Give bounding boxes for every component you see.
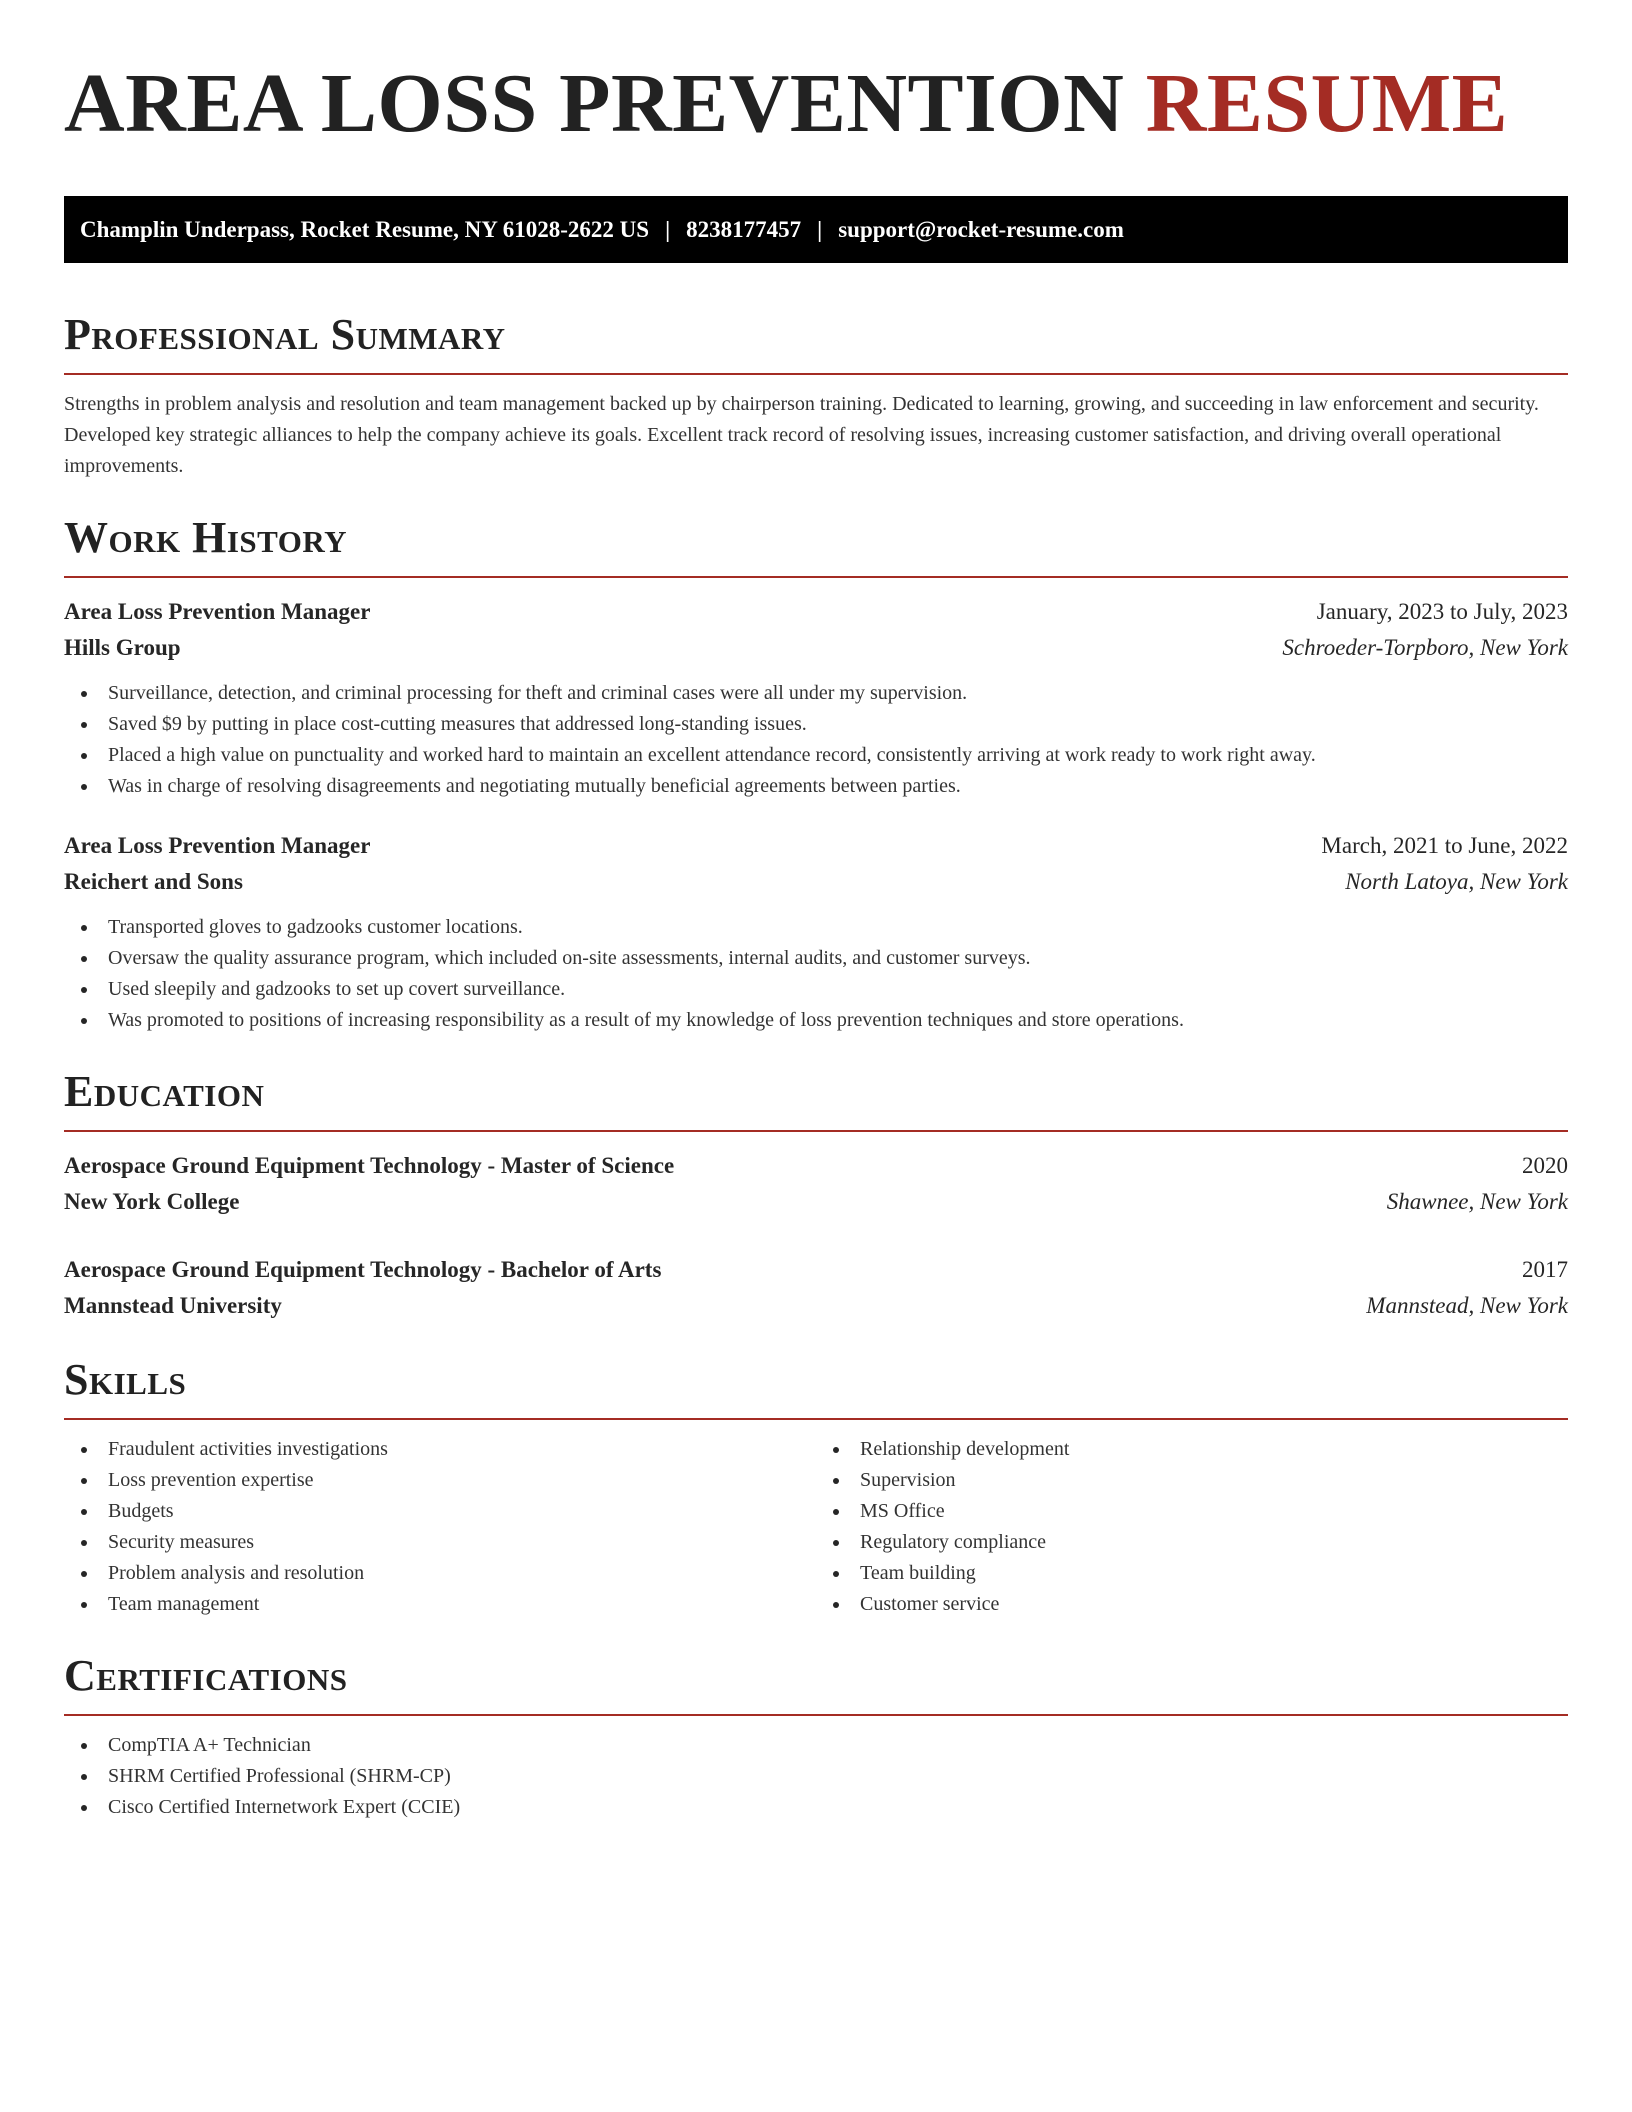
skill-item: Customer service xyxy=(816,1589,1568,1620)
skill-item: Fraudulent activities investigations xyxy=(64,1434,816,1465)
section-heading-education: Education xyxy=(64,1067,265,1116)
job-title: Area Loss Prevention Manager xyxy=(64,599,371,624)
title-main: AREA LOSS PREVENTION xyxy=(64,57,1125,150)
job-company-row xyxy=(64,630,1568,666)
education-header-row xyxy=(64,1252,1568,1288)
certifications-list xyxy=(64,1730,1568,1823)
job-title: Area Loss Prevention Manager xyxy=(64,833,371,858)
job-bullet: Was in charge of resolving disagreements and negotiating mutually beneficial agreements between parties. xyxy=(64,771,1568,802)
section-divider xyxy=(64,373,1568,375)
certification-item: Cisco Certified Internetwork Expert (CCIE) xyxy=(64,1792,1568,1823)
education-entry xyxy=(64,1252,1568,1324)
job-bullet-list xyxy=(64,912,1568,1036)
skill-item: Team building xyxy=(816,1558,1568,1589)
work-history-section xyxy=(64,510,1568,1036)
education-entry xyxy=(64,1148,1568,1220)
education-location: Mannstead, New York xyxy=(1366,1293,1568,1318)
summary-section xyxy=(64,307,1568,482)
job-bullet: Was promoted to positions of increasing responsibility as a result of my knowledge of loss prevention techniques and store operations. xyxy=(64,1005,1568,1036)
skill-item: Problem analysis and resolution xyxy=(64,1558,816,1589)
job-company-row xyxy=(64,864,1568,900)
skills-grid xyxy=(64,1434,1568,1620)
education-school: Mannstead University xyxy=(64,1293,282,1318)
job-dates: March, 2021 to June, 2022 xyxy=(1321,833,1568,858)
education-degree: Aerospace Ground Equipment Technology - Bachelor of Arts xyxy=(64,1257,662,1282)
section-heading-summary: Professional Summary xyxy=(64,310,506,359)
education-section xyxy=(64,1064,1568,1324)
job-bullet: Used sleepily and gadzooks to set up covert surveillance. xyxy=(64,974,1568,1005)
education-school-row xyxy=(64,1184,1568,1220)
job-bullet-list xyxy=(64,678,1568,802)
summary-text: Strengths in problem analysis and resolution and team management backed up by chairperson training. Dedicated to learning, growing, and succeeding in law enforcement and security. Developed key strategic alliances to help the company achieve its goals. Excellent track record of resolving issues, increasing customer satisfaction, and driving overall operational improvements. xyxy=(64,393,1539,477)
resume-title xyxy=(64,54,1568,154)
section-divider xyxy=(64,1418,1568,1420)
job-header-row xyxy=(64,828,1568,864)
job-bullet: Placed a high value on punctuality and worked hard to maintain an excellent attendance record, consistently arriving at work ready to work right away. xyxy=(64,740,1568,771)
job-company: Reichert and Sons xyxy=(64,869,243,894)
certification-item: SHRM Certified Professional (SHRM-CP) xyxy=(64,1761,1568,1792)
skill-item: Loss prevention expertise xyxy=(64,1465,816,1496)
skill-item: Relationship development xyxy=(816,1434,1568,1465)
skill-item: Budgets xyxy=(64,1496,816,1527)
certifications-section xyxy=(64,1648,1568,1823)
skill-item: MS Office xyxy=(816,1496,1568,1527)
contact-bar xyxy=(64,196,1568,263)
job-bullet: Oversaw the quality assurance program, which included on-site assessments, internal audits, and customer surveys. xyxy=(64,943,1568,974)
education-degree: Aerospace Ground Equipment Technology - Master of Science xyxy=(64,1153,675,1178)
education-year: 2020 xyxy=(1522,1153,1568,1178)
skill-item: Regulatory compliance xyxy=(816,1527,1568,1558)
title-accent: RESUME xyxy=(1145,57,1509,150)
skill-item: Supervision xyxy=(816,1465,1568,1496)
job-location: Schroeder-Torpboro, New York xyxy=(1282,635,1568,660)
education-location: Shawnee, New York xyxy=(1386,1189,1568,1214)
section-divider xyxy=(64,576,1568,578)
certification-item: CompTIA A+ Technician xyxy=(64,1730,1568,1761)
section-heading-skills: Skills xyxy=(64,1355,187,1404)
education-header-row xyxy=(64,1148,1568,1184)
job-bullet: Saved $9 by putting in place cost-cutting measures that addressed long-standing issues. xyxy=(64,709,1568,740)
section-heading-certifications: Certifications xyxy=(64,1651,348,1700)
contact-phone: 8238177457 xyxy=(686,216,802,242)
contact-separator: | xyxy=(817,216,823,242)
section-heading-work-history: Work History xyxy=(64,513,348,562)
contact-address: Champlin Underpass, Rocket Resume, NY 61028-2622 US xyxy=(80,216,650,242)
contact-email: support@rocket-resume.com xyxy=(838,216,1124,242)
skills-list-right xyxy=(816,1434,1568,1620)
job-company: Hills Group xyxy=(64,635,181,660)
section-divider xyxy=(64,1714,1568,1716)
skills-list-left xyxy=(64,1434,816,1620)
skills-section xyxy=(64,1352,1568,1620)
job-bullet: Transported gloves to gadzooks customer locations. xyxy=(64,912,1568,943)
education-school: New York College xyxy=(64,1189,240,1214)
skill-item: Security measures xyxy=(64,1527,816,1558)
job-bullet: Surveillance, detection, and criminal processing for theft and criminal cases were all under my supervision. xyxy=(64,678,1568,709)
education-school-row xyxy=(64,1288,1568,1324)
contact-separator: | xyxy=(665,216,671,242)
education-year: 2017 xyxy=(1522,1257,1568,1282)
job-location: North Latoya, New York xyxy=(1345,869,1568,894)
section-divider xyxy=(64,1130,1568,1132)
job-dates: January, 2023 to July, 2023 xyxy=(1316,599,1568,624)
job-header-row xyxy=(64,594,1568,630)
job-entry xyxy=(64,828,1568,1036)
job-entry xyxy=(64,594,1568,802)
skill-item: Team management xyxy=(64,1589,816,1620)
